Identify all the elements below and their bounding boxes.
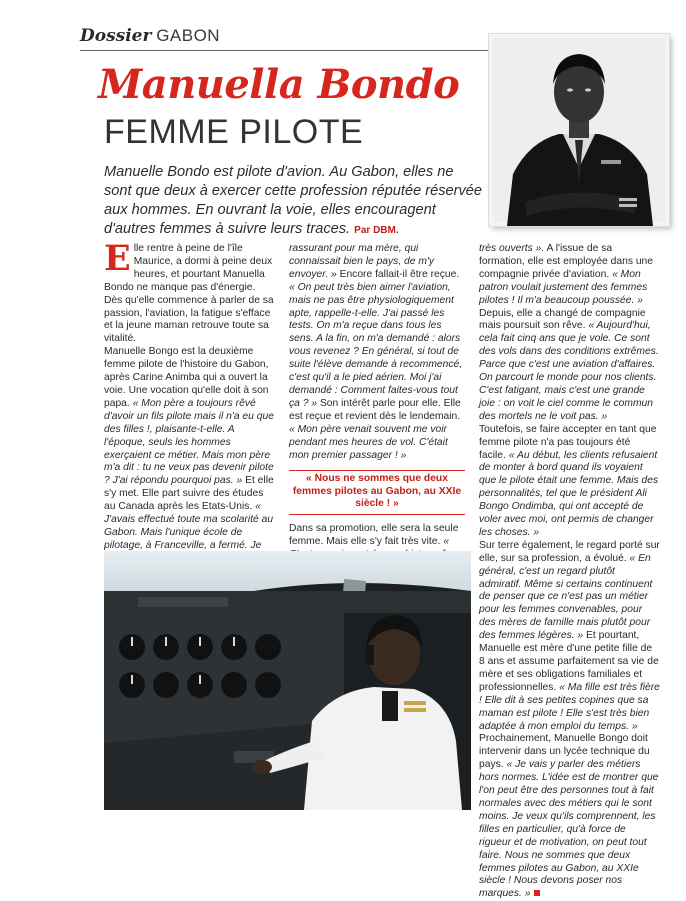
text-span: lle rentre à peine de l'île Maurice, a dormi à peine deux heures, et pourtant Manuella Bondo ne manque pas d'énergie. Dès qu'elle commence à parler de sa passion, l'aviation, la fatigue s'efface et la jeune maman retrouve toute sa vitalité. [104,243,274,345]
quote-span: « Mon patron voulait justement des femmes pilotes ! Il m'a beaucoup poussée. » [479,268,648,306]
portrait-photo [489,34,669,226]
article-subtitle: FEMME PILOTE [104,113,364,151]
section-rubric [80,26,220,46]
text-span: Toutefois, se faire accepter en tant que femme pilote n'a pas toujours été facile. [479,423,657,461]
lead-text: Manuelle Bondo est pilote d'avion. Au Gabon, elles ne sont que deux à exercer cette profession réputée réservée aux hommes. En ouvrant la voie, elles encouragent d'autres femmes à suivre leurs traces. [104,164,483,237]
quote-span: « Au début, les clients refusaient de monter à bord quand ils voyaient que le pilote était une femme. Mais des personnalités, tel que le président Ali Bongo Ondimba, qui ont accepté de voler avec moi, ont permis de changer les choses. » [479,449,659,538]
rubric-divider [80,50,498,51]
paragraph [289,243,465,462]
quote-span: « Ma fille est très fière ! Elle dit à ses petites copines que sa maman est pilote ! Elle s'est très bien adaptée à mon emploi du temps. » [479,681,660,732]
quote-span: « Mon père venait souvent me voir pendant mes heures de vol. C'était mon premier passager ! » [289,423,448,461]
quote-span: « En général, c'est un regard plutôt admiratif. Même si certains continuent de penser que ce n'est pas un métier pour les femmes convenables, pour des mères de famille mais plutôt pour des femmes légères. » [479,552,653,642]
portrait-illustration [489,34,669,226]
quote-span: « Mon père a toujours rêvé d'avoir un fils pilote mais il n'a eu que des filles !, plaisante-t-elle. A l'époque, seuls les hommes exerçaient ce métier. Mais mon père m'a dit : tu ne veux pas devenir pilote ? J'ai répondu pourquoi pas. » [104,397,274,487]
paragraph [104,238,276,346]
quote-span: « [443,535,449,547]
text-span: Encore fallait-il être reçue. [339,268,460,280]
text-span: Son intérêt parle pour elle. Elle est reçue et revient dès le lendemain. [289,397,461,422]
quote-span: « Je vais y parler des métiers hors normes. L'idée est de montrer que l'on peut être des personnes tout à fait normales avec des métiers qui le sont moins. Je veux qu'ils comprennent, les filles en particulier, qu'à force de rigueur et de motivation, on peut tout faire. Nous ne sommes que deux femmes pilotes au Gabon, au XXIe siècle ! Nous devons poser nos marques. » [479,759,659,900]
quote-span: « On peut très bien aimer l'aviation, mais ne pas être physiologiquement apte, rappelle-t-elle. J'ai passé les tests. On m'a reçue dans tous les sens. A la fin, on m'a demandé : alors vous revenez ? En général, si tout de suite l'élève demande à recommencé, c'est qu'il a le pied aérien. Moi j'ai demandé : Comment faites-vous tout ça ? » [289,281,463,409]
column-3 [479,243,660,901]
drop-cap: E [104,238,131,279]
byline: Par DBM. [354,225,399,236]
text-span: Et elle s'y met. Elle part suivre des études au Canada après les Etats-Unis. [104,475,274,513]
paragraph [479,733,660,901]
end-mark-icon [534,890,540,896]
text-span: Dans sa promotion, elle sera la seule femme. Mais elle s'y fait très vite. [289,522,459,547]
quote-span: rassurant pour ma mère, qui connaissait bien le pays, de m'y envoyer. » [289,243,435,280]
paragraph [479,424,660,540]
paragraph [479,540,660,734]
quote-span: « Aujourd'hui, cela fait cinq ans que je vole. Ce sont des vols dans des conditions extrêmes. Parce que c'est une aviation d'affaires. On parcourt le monde pour nos clients. C'est fatigant, mais c'est une grande joie : on voit le ciel comme le commun des mortels ne le voit pas. » [479,320,659,422]
text-span: Prochainement, Manuelle Bongo doit intervenir dans un lycée technique du pays. [479,733,650,771]
rubric-dossier: Dossier [80,26,152,46]
text-span: Et pourtant, Manuelle est mère d'une petite fille de 8 ans et assume parfaitement sa vie de mère et ses obligations familiales et professionnelles. [479,630,659,693]
quote-span: très ouverts ». [479,243,545,254]
lead-paragraph [104,163,484,240]
paragraph [479,243,660,424]
cockpit-illustration [104,551,471,810]
cockpit-photo [104,551,471,810]
pull-quote: « Nous ne sommes que deux femmes pilotes au Gabon, au XXIe siècle ! » [289,470,465,515]
text-span: Sur terre également, le regard porté sur elle, sur sa profession, a évolué. [479,539,660,564]
quote-span: « J'avais effectué toute ma scolarité au Gabon. Mais l'unique école de pilotage, à Franceville, a fermé. Je [104,501,274,551]
article-title: Manuella Bondo [98,61,460,108]
text-span: Manuelle Bongo est la deuxième femme pilote de l'histoire du Gabon, après Carine Animba qui a ouvert la voie. Une vocation qu'elle doit à son papa. [104,346,269,409]
text-span: Depuis, elle a changé de compagnie mais poursuit son rêve. [479,307,646,332]
rubric-country: GABON [156,26,221,45]
text-span: A l'issue de sa formation, elle est employée dans une compagnie privée d'aviation. [479,243,654,280]
